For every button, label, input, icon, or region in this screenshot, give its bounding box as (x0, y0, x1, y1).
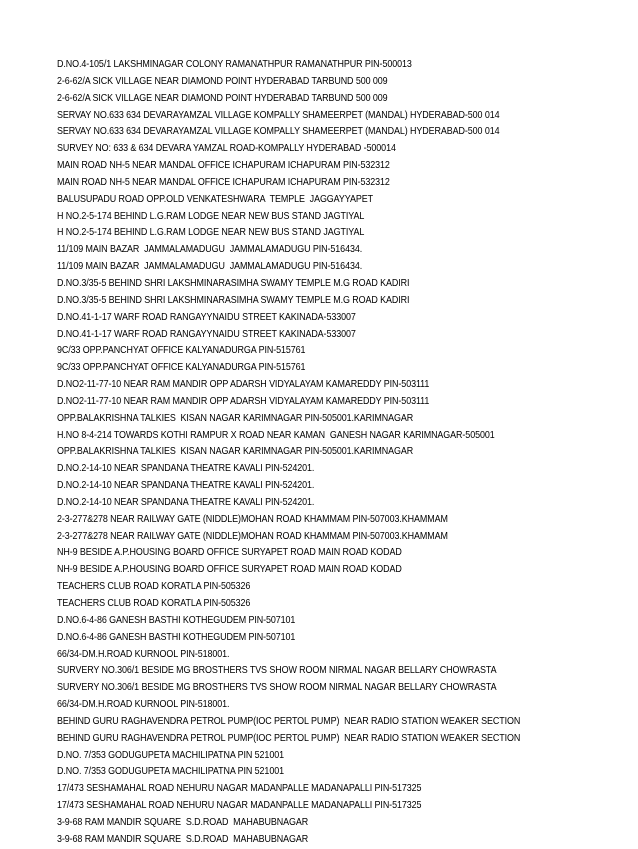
address-line: SERVAY NO.633 634 DEVARAYAMZAL VILLAGE KOMPALLY SHAMEERPET (MANDAL) HYDERABAD-500 014 (57, 109, 500, 121)
address-line: D.NO.3/35-5 BEHIND SHRI LAKSHMINARASIMHA SWAMY TEMPLE M.G ROAD KADIRI (57, 294, 410, 306)
address-line: SURVERY NO.306/1 BESIDE MG BROSTHERS TVS SHOW ROOM NIRMAL NAGAR BELLARY CHOWRASTA (57, 682, 497, 694)
address-line: H NO.2-5-174 BEHIND L.G.RAM LODGE NEAR NEW BUS STAND JAGTIYAL (57, 227, 365, 239)
address-line: D.NO.6-4-86 GANESH BASTHI KOTHEGUDEM PIN-507101 (57, 631, 296, 643)
address-line: 11/109 MAIN BAZAR JAMMALAMADUGU JAMMALAMADUGU PIN-516434. (57, 261, 363, 273)
address-line: BEHIND GURU RAGHAVENDRA PETROL PUMP(IOC PERTOL PUMP) NEAR RADIO STATION WEAKER SECTION (57, 715, 521, 727)
address-line: H.NO 8-4-214 TOWARDS KOTHI RAMPUR X ROAD NEAR KAMAN GANESH NAGAR KARIMNAGAR-505001 (57, 429, 495, 441)
address-line: 66/34-DM.H.ROAD KURNOOL PIN-518001. (57, 699, 230, 711)
address-line: D.NO.41-1-17 WARF ROAD RANGAYYNAIDU STREET KAKINADA-533007 (57, 328, 356, 340)
address-line: OPP.BALAKRISHNA TALKIES KISAN NAGAR KARIMNAGAR PIN-505001.KARIMNAGAR (57, 412, 414, 424)
address-line: TEACHERS CLUB ROAD KORATLA PIN-505326 (57, 598, 251, 609)
address-line: 66/34-DM.H.ROAD KURNOOL PIN-518001. (57, 648, 230, 660)
address-line: D.NO2-11-77-10 NEAR RAM MANDIR OPP ADARSH VIDYALAYAM KAMAREDDY PIN-503111 (57, 395, 430, 407)
address-line: 11/109 MAIN BAZAR JAMMALAMADUGU JAMMALAMADUGU PIN-516434. (57, 244, 363, 256)
address-line: 9C/33 OPP.PANCHYAT OFFICE KALYANADURGA PIN-515761 (57, 362, 306, 374)
address-line: D.NO.4-105/1 LAKSHMINAGAR COLONY RAMANATHPUR RAMANATHPUR PIN-500013 (57, 59, 412, 70)
address-line: SERVAY NO.633 634 DEVARAYAMZAL VILLAGE KOMPALLY SHAMEERPET (MANDAL) HYDERABAD-500 014 (57, 126, 500, 138)
address-line: 3-9-68 RAM MANDIR SQUARE S.D.ROAD MAHABUBNAGAR (57, 816, 309, 828)
address-line: TEACHERS CLUB ROAD KORATLA PIN-505326 (57, 581, 251, 593)
address-line: D.NO2-11-77-10 NEAR RAM MANDIR OPP ADARSH VIDYALAYAM KAMAREDDY PIN-503111 (57, 379, 430, 391)
address-line: OPP.BALAKRISHNA TALKIES KISAN NAGAR KARIMNAGAR PIN-505001.KARIMNAGAR (57, 446, 414, 458)
address-line: D.NO.2-14-10 NEAR SPANDANA THEATRE KAVALI PIN-524201. (57, 480, 315, 492)
address-line: NH-9 BESIDE A.P.HOUSING BOARD OFFICE SURYAPET ROAD MAIN ROAD KODAD (57, 564, 402, 576)
address-line: 9C/33 OPP.PANCHYAT OFFICE KALYANADURGA PIN-515761 (57, 345, 306, 357)
address-line: D.NO.3/35-5 BEHIND SHRI LAKSHMINARASIMHA SWAMY TEMPLE M.G ROAD KADIRI (57, 277, 410, 289)
address-line: MAIN ROAD NH-5 NEAR MANDAL OFFICE ICHAPURAM ICHAPURAM PIN-532312 (57, 176, 390, 188)
address-line: 2-3-277&278 NEAR RAILWAY GATE (NIDDLE)MOHAN ROAD KHAMMAM PIN-507003.KHAMMAM (57, 513, 448, 525)
address-line: BALUSUPADU ROAD OPP.OLD VENKATESHWARA TEMPLE JAGGAYYAPET (57, 193, 373, 205)
address-line: D.NO.41-1-17 WARF ROAD RANGAYYNAIDU STREET KAKINADA-533007 (57, 311, 356, 323)
address-line: SURVERY NO.306/1 BESIDE MG BROSTHERS TVS SHOW ROOM NIRMAL NAGAR BELLARY CHOWRASTA (57, 665, 497, 677)
address-line: D.NO.2-14-10 NEAR SPANDANA THEATRE KAVALI PIN-524201. (57, 496, 315, 508)
address-line: MAIN ROAD NH-5 NEAR MANDAL OFFICE ICHAPURAM ICHAPURAM PIN-532312 (57, 160, 390, 172)
address-line: 3-9-68 RAM MANDIR SQUARE S.D.ROAD MAHABUBNAGAR (57, 833, 309, 845)
address-line: 17/473 SESHAMAHAL ROAD NEHURU NAGAR MADANPALLE MADANAPALLI PIN-517325 (57, 800, 422, 812)
address-line: D.NO.6-4-86 GANESH BASTHI KOTHEGUDEM PIN-507101 (57, 614, 296, 626)
address-line: 2-3-277&278 NEAR RAILWAY GATE (NIDDLE)MOHAN ROAD KHAMMAM PIN-507003.KHAMMAM (57, 530, 448, 542)
address-line: 2-6-62/A SICK VILLAGE NEAR DIAMOND POINT HYDERABAD TARBUND 500 009 (57, 75, 388, 87)
address-line: D.NO.2-14-10 NEAR SPANDANA THEATRE KAVALI PIN-524201. (57, 463, 315, 475)
address-line: SURVEY NO: 633 & 634 DEVARA YAMZAL ROAD-KOMPALLY HYDERABAD -500014 (57, 143, 396, 155)
address-line: 17/473 SESHAMAHAL ROAD NEHURU NAGAR MADANPALLE MADANAPALLI PIN-517325 (57, 783, 422, 795)
address-line: 2-6-62/A SICK VILLAGE NEAR DIAMOND POINT HYDERABAD TARBUND 500 009 (57, 92, 388, 104)
address-line: BEHIND GURU RAGHAVENDRA PETROL PUMP(IOC PERTOL PUMP) NEAR RADIO STATION WEAKER SECTION (57, 732, 521, 744)
address-list (57, 57, 633, 849)
address-line: NH-9 BESIDE A.P.HOUSING BOARD OFFICE SURYAPET ROAD MAIN ROAD KODAD (57, 547, 402, 559)
address-line: D.NO. 7/353 GODUGUPETA MACHILIPATNA PIN 521001 (57, 749, 284, 761)
address-line: H NO.2-5-174 BEHIND L.G.RAM LODGE NEAR NEW BUS STAND JAGTIYAL (57, 210, 365, 222)
address-line: D.NO. 7/353 GODUGUPETA MACHILIPATNA PIN 521001 (57, 766, 284, 778)
